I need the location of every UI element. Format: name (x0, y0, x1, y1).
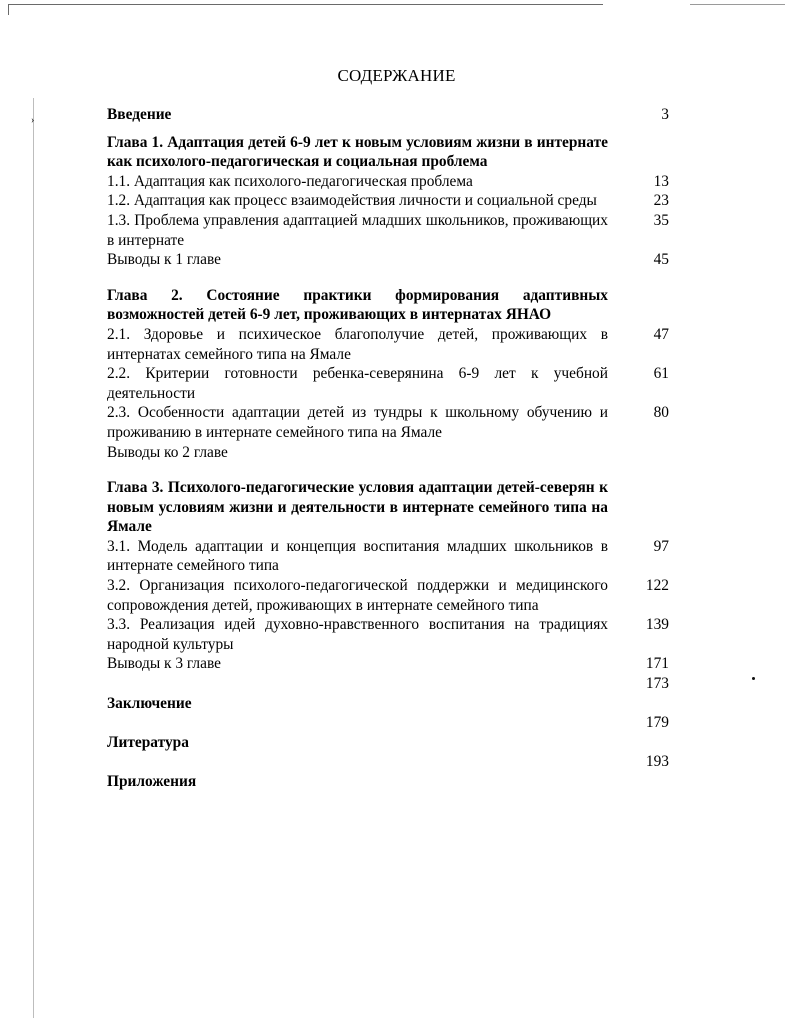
toc-entry-title: Заключение (107, 694, 192, 712)
toc-entry-title: 3.1. Модель адаптации и концепция воспитания младших школьников в интернате семейного типа (107, 537, 608, 575)
toc-page-number: 97 (653, 537, 669, 555)
toc-entry-1-1[interactable] (107, 172, 677, 192)
scan-left-margin-line (33, 98, 34, 1018)
scan-dust-dot (752, 677, 755, 680)
toc-entry-title: 2.3. Особенности адаптации детей из тундры к школьному обучению и проживанию в интернате семейного типа на Ямале (107, 404, 608, 441)
toc-page-number: 23 (653, 192, 669, 210)
toc-entry-3-2[interactable] (107, 576, 677, 615)
scan-border-line (8, 4, 603, 5)
toc-page-row (107, 713, 677, 733)
toc-entry-2-3[interactable] (107, 403, 677, 442)
toc-page-number: 47 (653, 325, 669, 343)
scan-border-line (690, 4, 785, 5)
toc-entry-conclusion[interactable] (107, 694, 677, 714)
toc-entry-3-conclusions[interactable] (107, 654, 677, 674)
toc-entry-title: Выводы к 1 главе (107, 251, 221, 269)
toc-entry-1-3[interactable] (107, 211, 677, 250)
scan-border-mark (8, 5, 9, 15)
page-title: СОДЕРЖАНИЕ (337, 66, 456, 85)
toc-page-number: 45 (653, 251, 669, 269)
toc-entry-1-2[interactable] (107, 191, 677, 211)
toc-page-number: 80 (653, 404, 669, 422)
toc-page-number: 173 (645, 675, 669, 693)
toc-page-number: 122 (645, 577, 669, 595)
toc-page-number: 61 (653, 365, 669, 383)
toc-entry-title: Выводы ко 2 главе (107, 443, 228, 461)
scan-tick-mark: › (31, 115, 35, 126)
toc-entry-title: 2.2. Критерии готовности ребенка-северянина 6-9 лет к учебной деятельности (107, 365, 608, 402)
toc-chapter-3-heading[interactable] (107, 478, 677, 537)
chapter-heading: Глава 1. Адаптация детей 6-9 лет к новым условиям жизни в интернате как психолого-педагогическая и социальная проблема (107, 133, 608, 171)
toc-entry-2-conclusions[interactable] (107, 443, 677, 463)
toc-entry-appendix[interactable] (107, 772, 677, 792)
toc-page-number: 171 (645, 655, 669, 673)
toc-entry-title: 1.1. Адаптация как психолого-педагогическая проблема (107, 172, 473, 190)
toc-page-row (107, 752, 677, 772)
toc-page-number: 13 (653, 172, 669, 190)
toc-entry-title: 2.1. Здоровье и психическое благополучие детей, проживающих в интернатах семейного типа на Ямале (107, 325, 608, 363)
chapter-heading: Глава 3. Психолого-педагогические условия адаптации детей-северян к новым условиям жизни и деятельности в интернате семейного типа на Ямале (107, 479, 608, 536)
toc-entry-title: 1.2. Адаптация как процесс взаимодействия личности и социальной среды (107, 192, 597, 210)
toc-entry-introduction[interactable] (107, 105, 677, 125)
toc-chapter-1-heading[interactable] (107, 133, 677, 172)
toc-entry-title: 3.3. Реализация идей духовно-нравственного воспитания на традициях народной культуры (107, 616, 608, 653)
toc-page-number: 3 (661, 106, 669, 123)
toc-page-number: 139 (645, 616, 669, 634)
toc-page-number: 179 (645, 714, 669, 732)
toc-entry-title: Литература (107, 733, 189, 751)
toc-page-number: 35 (653, 211, 669, 229)
chapter-heading: Глава 2. Состояние практики формирования адаптивных возможностей детей 6-9 лет, проживающих в интернатах ЯНАО (107, 286, 608, 324)
table-of-contents (107, 105, 677, 792)
toc-entry-title: Введение (107, 106, 172, 123)
toc-entry-literature[interactable] (107, 733, 677, 753)
toc-entry-title: 1.3. Проблема управления адаптацией младших школьников, проживающих в интернате (107, 211, 608, 249)
toc-entry-title: Выводы к 3 главе (107, 655, 221, 673)
toc-entry-title: 3.2. Организация психолого-педагогической поддержки и медицинского сопровождения детей, проживающих в интернате семейного типа (107, 577, 608, 614)
toc-page-row (107, 674, 677, 694)
toc-entry-3-1[interactable] (107, 537, 677, 576)
toc-entry-3-3[interactable] (107, 615, 677, 654)
toc-entry-2-1[interactable] (107, 325, 677, 364)
toc-entry-2-2[interactable] (107, 364, 677, 403)
toc-entry-title: Приложения (107, 773, 197, 790)
toc-chapter-2-heading[interactable] (107, 286, 677, 325)
toc-entry-1-conclusions[interactable] (107, 250, 677, 270)
toc-page-number: 193 (645, 753, 669, 771)
